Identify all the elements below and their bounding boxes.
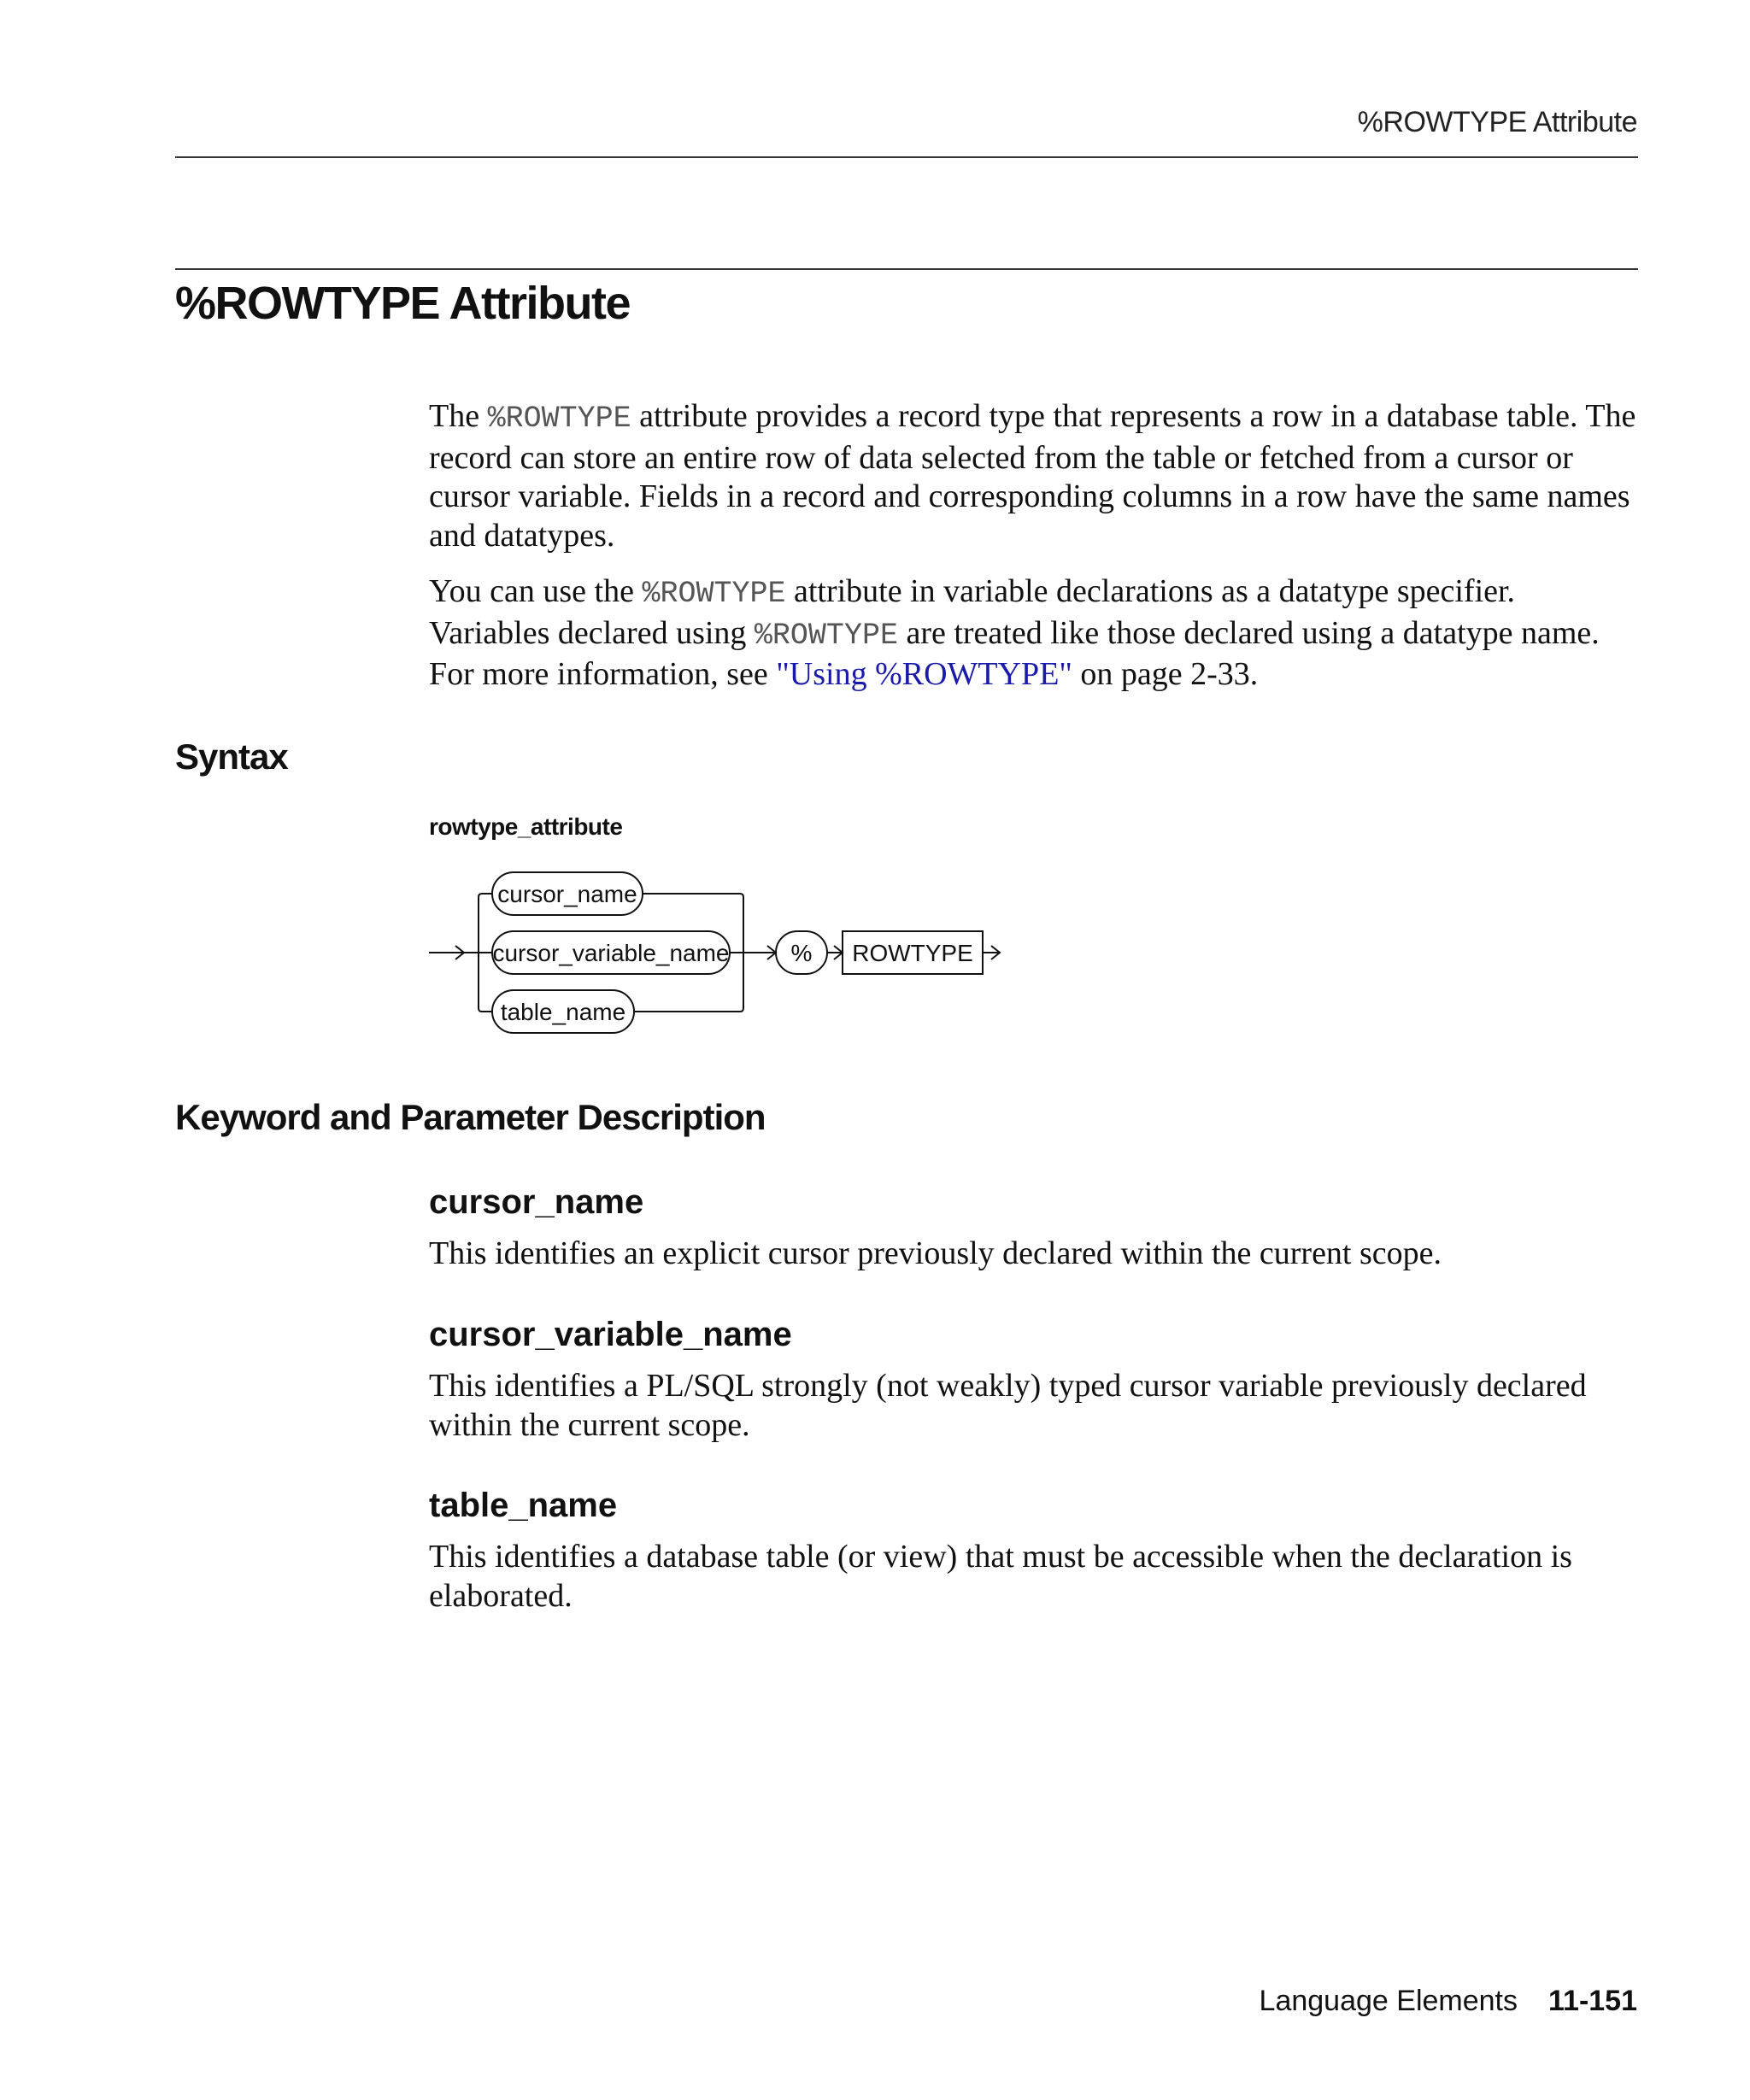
param-name: table_name <box>429 1487 618 1524</box>
page-title: %ROWTYPE Attribute <box>175 278 630 329</box>
param-name: cursor_name <box>429 1183 644 1221</box>
operator-label: % <box>790 940 813 966</box>
diagram-label: rowtype_attribute <box>429 813 623 840</box>
param-description: This identifies a PL/SQL strongly (not weakly) typed cursor variable previously declared within the current scope. <box>429 1368 1587 1443</box>
cross-reference-link[interactable]: "Using %ROWTYPE" <box>776 656 1072 692</box>
footer-section: Language Elements <box>1259 1985 1518 2017</box>
param-description: This identifies a database table (or view) that must be accessible when the declaration is elaborated. <box>429 1539 1572 1614</box>
keyword-parameter-heading: Keyword and Parameter Description <box>175 1097 766 1137</box>
choice-label: table_name <box>500 999 626 1025</box>
header-rule <box>175 156 1638 158</box>
title-rule <box>175 268 1638 270</box>
railroad-diagram <box>419 863 1017 1051</box>
syntax-heading: Syntax <box>175 736 288 777</box>
choice-label: cursor_variable_name <box>492 940 730 966</box>
page-footer <box>1260 1985 1637 2018</box>
inline-code: %ROWTYPE <box>487 402 631 436</box>
intro-paragraph-2: You can use the %ROWTYPE attribute in variable declarations as a datatype specifier. Variables declared using %ROWTYPE are treated like those declared using a datatype name. For more information, see "Using %ROWTYPE" on page 2-33. <box>429 573 1600 692</box>
choice-label: cursor_name <box>497 881 637 907</box>
param-name: cursor_variable_name <box>429 1316 792 1353</box>
keyword-label: ROWTYPE <box>852 940 973 966</box>
param-description: This identifies an explicit cursor previously declared within the current scope. <box>429 1235 1442 1271</box>
inline-code: %ROWTYPE <box>754 618 898 653</box>
inline-code: %ROWTYPE <box>642 577 786 611</box>
intro-paragraph-1: The %ROWTYPE attribute provides a record type that represents a row in a database table. The record can store an entire row of data selected from the table or fetched from a cursor or cursor variable. Fields in a record and corresponding columns in a row have the same names and datatypes. <box>429 398 1636 554</box>
page-number: 11-151 <box>1548 1985 1637 2017</box>
running-header: %ROWTYPE Attribute <box>1357 106 1637 138</box>
